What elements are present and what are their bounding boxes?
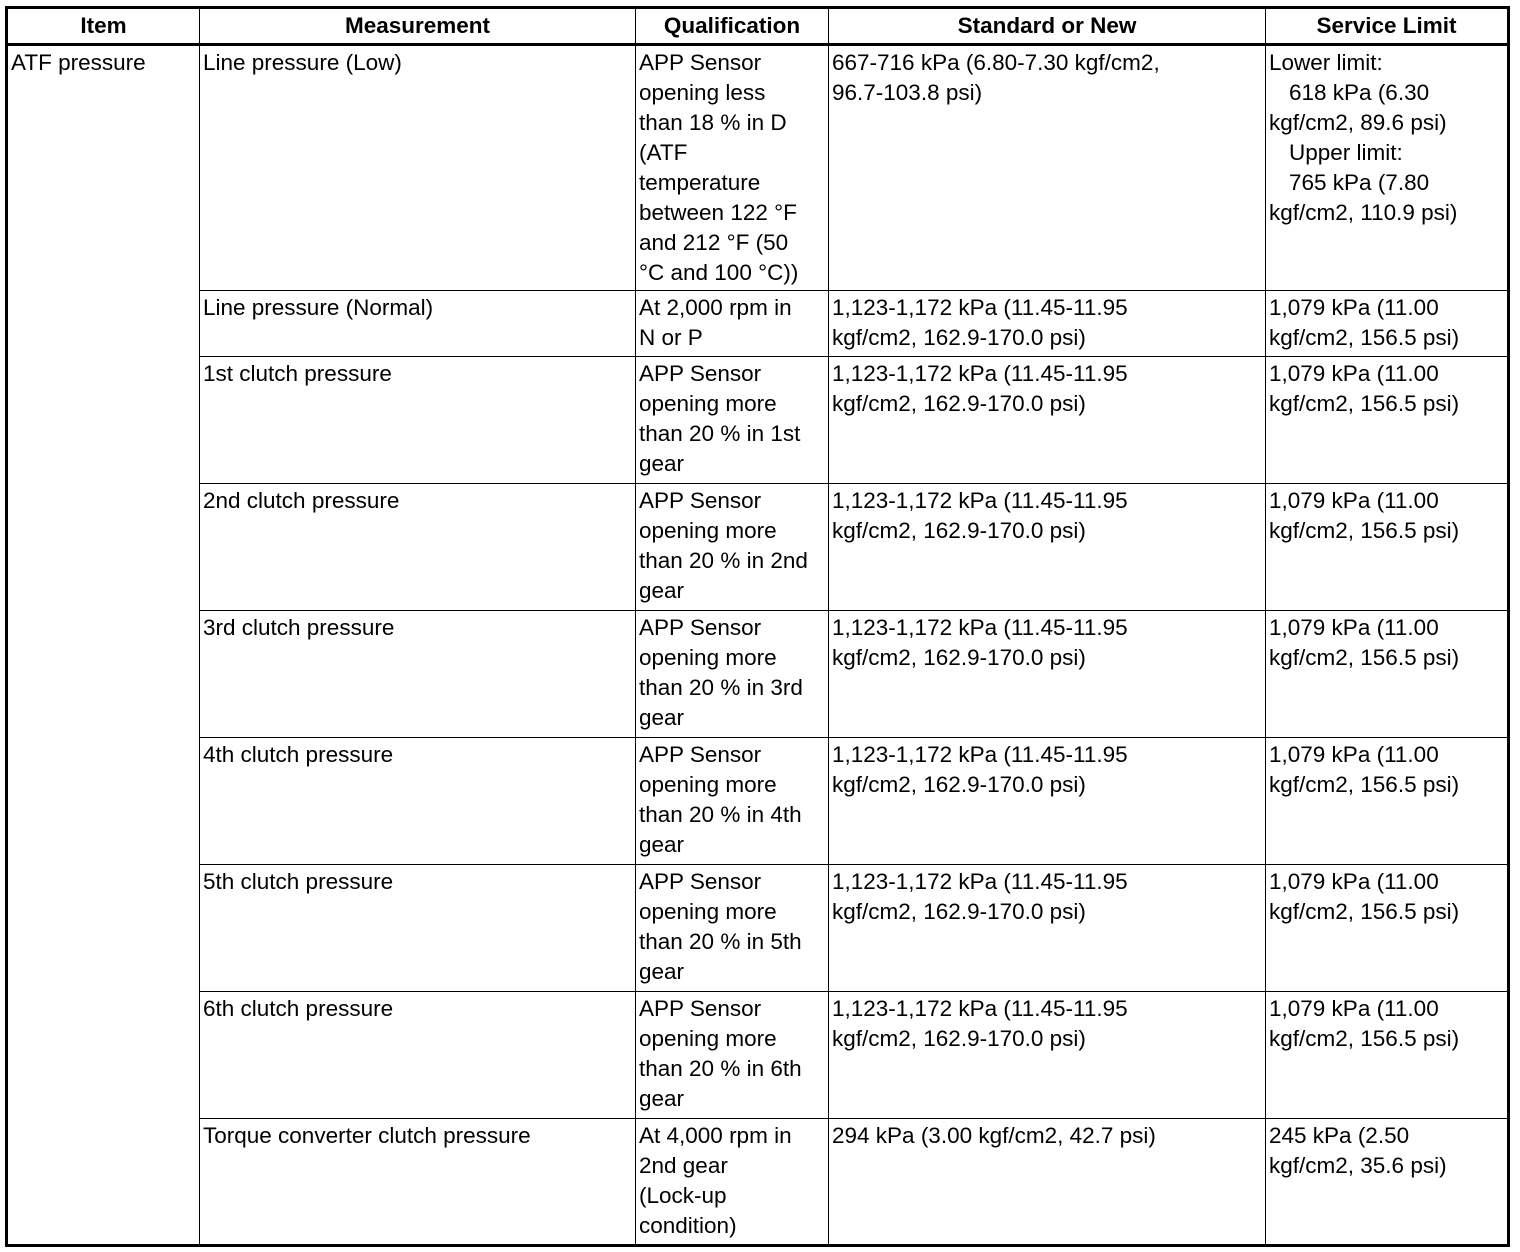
qualification-line: gear bbox=[639, 1086, 685, 1111]
measurement-cell: 6th clutch pressure bbox=[200, 992, 636, 1119]
qualification-line: opening more bbox=[639, 1026, 777, 1051]
limit-line: 1,079 kPa (11.00 bbox=[1269, 996, 1439, 1021]
qualification-line: than 20 % in 3rd bbox=[639, 675, 803, 700]
header-standard: Standard or New bbox=[829, 8, 1266, 45]
qualification-cell bbox=[636, 1119, 829, 1246]
qualification-cell bbox=[636, 291, 829, 357]
limit-line: kgf/cm2, 110.9 psi) bbox=[1269, 200, 1458, 225]
qualification-line: opening less bbox=[639, 80, 766, 105]
qualification-line: temperature bbox=[639, 170, 761, 195]
limit-line: Upper limit: bbox=[1289, 140, 1403, 165]
table-body bbox=[7, 45, 1509, 1246]
service-limit-cell bbox=[1266, 484, 1509, 611]
item-cell: ATF pressure bbox=[7, 45, 200, 1246]
measurement-cell: 4th clutch pressure bbox=[200, 738, 636, 865]
qualification-line: APP Sensor bbox=[639, 50, 762, 75]
standard-cell bbox=[829, 611, 1266, 738]
measurement-cell: 1st clutch pressure bbox=[200, 357, 636, 484]
table-row bbox=[7, 1119, 1509, 1246]
measurement-cell: 5th clutch pressure bbox=[200, 865, 636, 992]
standard-line: kgf/cm2, 162.9-170.0 psi) bbox=[832, 1026, 1086, 1051]
header-row bbox=[7, 8, 1509, 45]
qualification-line: than 20 % in 1st bbox=[639, 421, 801, 446]
limit-line: kgf/cm2, 156.5 psi) bbox=[1269, 1026, 1460, 1051]
limit-line: kgf/cm2, 156.5 psi) bbox=[1269, 325, 1460, 350]
standard-line: 1,123-1,172 kPa (11.45-11.95 bbox=[832, 615, 1128, 640]
limit-line: 1,079 kPa (11.00 bbox=[1269, 742, 1439, 767]
qualification-line: °C and 100 °C)) bbox=[639, 260, 799, 285]
limit-line: 618 kPa (6.30 bbox=[1289, 80, 1430, 105]
qualification-line: At 2,000 rpm in bbox=[639, 295, 792, 320]
standard-cell bbox=[829, 291, 1266, 357]
service-limit-cell bbox=[1266, 1119, 1509, 1246]
standard-line: 294 kPa (3.00 kgf/cm2, 42.7 psi) bbox=[832, 1123, 1156, 1148]
qualification-line: opening more bbox=[639, 391, 777, 416]
qualification-line: than 20 % in 6th bbox=[639, 1056, 802, 1081]
standard-line: kgf/cm2, 162.9-170.0 psi) bbox=[832, 899, 1086, 924]
qualification-line: gear bbox=[639, 451, 685, 476]
limit-line: kgf/cm2, 156.5 psi) bbox=[1269, 645, 1460, 670]
limit-line: 1,079 kPa (11.00 bbox=[1269, 488, 1439, 513]
qualification-line: than 20 % in 2nd bbox=[639, 548, 808, 573]
qualification-line: At 4,000 rpm in bbox=[639, 1123, 792, 1148]
qualification-cell bbox=[636, 611, 829, 738]
standard-cell bbox=[829, 865, 1266, 992]
qualification-cell bbox=[636, 865, 829, 992]
qualification-cell bbox=[636, 484, 829, 611]
qualification-line: between 122 °F bbox=[639, 200, 797, 225]
measurement-cell: Torque converter clutch pressure bbox=[200, 1119, 636, 1246]
qualification-line: gear bbox=[639, 578, 685, 603]
header-service-limit: Service Limit bbox=[1266, 8, 1509, 45]
service-limit-cell bbox=[1266, 45, 1509, 291]
service-limit-cell bbox=[1266, 611, 1509, 738]
standard-line: 1,123-1,172 kPa (11.45-11.95 bbox=[832, 869, 1128, 894]
standard-line: 1,123-1,172 kPa (11.45-11.95 bbox=[832, 295, 1128, 320]
qualification-line: than 20 % in 4th bbox=[639, 802, 802, 827]
qualification-line: APP Sensor bbox=[639, 996, 762, 1021]
qualification-line: gear bbox=[639, 959, 685, 984]
qualification-line: gear bbox=[639, 832, 685, 857]
table-row bbox=[7, 738, 1509, 865]
table-row bbox=[7, 865, 1509, 992]
qualification-line: opening more bbox=[639, 899, 777, 924]
standard-line: 96.7-103.8 psi) bbox=[832, 80, 983, 105]
measurement-cell: Line pressure (Normal) bbox=[200, 291, 636, 357]
measurement-cell: 2nd clutch pressure bbox=[200, 484, 636, 611]
qualification-line: APP Sensor bbox=[639, 869, 762, 894]
limit-line: 245 kPa (2.50 bbox=[1269, 1123, 1410, 1148]
standard-line: kgf/cm2, 162.9-170.0 psi) bbox=[832, 325, 1086, 350]
qualification-line: opening more bbox=[639, 518, 777, 543]
service-limit-cell bbox=[1266, 738, 1509, 865]
qualification-line: APP Sensor bbox=[639, 488, 762, 513]
table-header bbox=[7, 8, 1509, 45]
limit-line: kgf/cm2, 35.6 psi) bbox=[1269, 1153, 1447, 1178]
qualification-line: than 18 % in D bbox=[639, 110, 787, 135]
qualification-cell bbox=[636, 992, 829, 1119]
qualification-line: 2nd gear bbox=[639, 1153, 728, 1178]
standard-cell bbox=[829, 1119, 1266, 1246]
standard-line: 1,123-1,172 kPa (11.45-11.95 bbox=[832, 742, 1128, 767]
qualification-cell bbox=[636, 357, 829, 484]
limit-line: 1,079 kPa (11.00 bbox=[1269, 869, 1439, 894]
limit-line: 1,079 kPa (11.00 bbox=[1269, 615, 1439, 640]
limit-line: kgf/cm2, 89.6 psi) bbox=[1269, 110, 1447, 135]
table-row bbox=[7, 357, 1509, 484]
limit-line: kgf/cm2, 156.5 psi) bbox=[1269, 899, 1460, 924]
qualification-line: APP Sensor bbox=[639, 742, 762, 767]
qualification-line: than 20 % in 5th bbox=[639, 929, 802, 954]
standard-line: 667-716 kPa (6.80-7.30 kgf/cm2, bbox=[832, 50, 1160, 75]
standard-line: 1,123-1,172 kPa (11.45-11.95 bbox=[832, 996, 1128, 1021]
standard-cell bbox=[829, 45, 1266, 291]
limit-line: 765 kPa (7.80 bbox=[1289, 170, 1430, 195]
standard-line: 1,123-1,172 kPa (11.45-11.95 bbox=[832, 361, 1128, 386]
table-row bbox=[7, 611, 1509, 738]
qualification-line: (Lock-up bbox=[639, 1183, 727, 1208]
service-limit-cell bbox=[1266, 992, 1509, 1119]
limit-line: 1,079 kPa (11.00 bbox=[1269, 361, 1439, 386]
limit-line: kgf/cm2, 156.5 psi) bbox=[1269, 518, 1460, 543]
qualification-line: APP Sensor bbox=[639, 361, 762, 386]
standard-line: 1,123-1,172 kPa (11.45-11.95 bbox=[832, 488, 1128, 513]
qualification-line: and 212 °F (50 bbox=[639, 230, 789, 255]
service-limit-cell bbox=[1266, 357, 1509, 484]
standard-cell bbox=[829, 484, 1266, 611]
limit-line: kgf/cm2, 156.5 psi) bbox=[1269, 772, 1460, 797]
table-row bbox=[7, 291, 1509, 357]
table-row bbox=[7, 45, 1509, 291]
standard-line: kgf/cm2, 162.9-170.0 psi) bbox=[832, 772, 1086, 797]
standard-line: kgf/cm2, 162.9-170.0 psi) bbox=[832, 518, 1086, 543]
standard-line: kgf/cm2, 162.9-170.0 psi) bbox=[832, 391, 1086, 416]
header-qualification: Qualification bbox=[636, 8, 829, 45]
table-row bbox=[7, 484, 1509, 611]
qualification-cell bbox=[636, 45, 829, 291]
service-limit-cell bbox=[1266, 291, 1509, 357]
qualification-line: gear bbox=[639, 705, 685, 730]
table-row bbox=[7, 992, 1509, 1119]
standard-cell bbox=[829, 992, 1266, 1119]
qualification-line: N or P bbox=[639, 325, 703, 350]
qualification-line: opening more bbox=[639, 772, 777, 797]
limit-line: 1,079 kPa (11.00 bbox=[1269, 295, 1439, 320]
measurement-cell: Line pressure (Low) bbox=[200, 45, 636, 291]
service-limit-cell bbox=[1266, 865, 1509, 992]
qualification-line: opening more bbox=[639, 645, 777, 670]
qualification-line: APP Sensor bbox=[639, 615, 762, 640]
standard-cell bbox=[829, 357, 1266, 484]
limit-line: Lower limit: bbox=[1269, 50, 1383, 75]
header-item: Item bbox=[7, 8, 200, 45]
limit-line: kgf/cm2, 156.5 psi) bbox=[1269, 391, 1460, 416]
qualification-line: (ATF bbox=[639, 140, 688, 165]
qualification-cell bbox=[636, 738, 829, 865]
standard-cell bbox=[829, 738, 1266, 865]
qualification-line: condition) bbox=[639, 1213, 737, 1238]
measurement-cell: 3rd clutch pressure bbox=[200, 611, 636, 738]
atf-pressure-spec-table bbox=[5, 6, 1510, 1247]
standard-line: kgf/cm2, 162.9-170.0 psi) bbox=[832, 645, 1086, 670]
header-measurement: Measurement bbox=[200, 8, 636, 45]
